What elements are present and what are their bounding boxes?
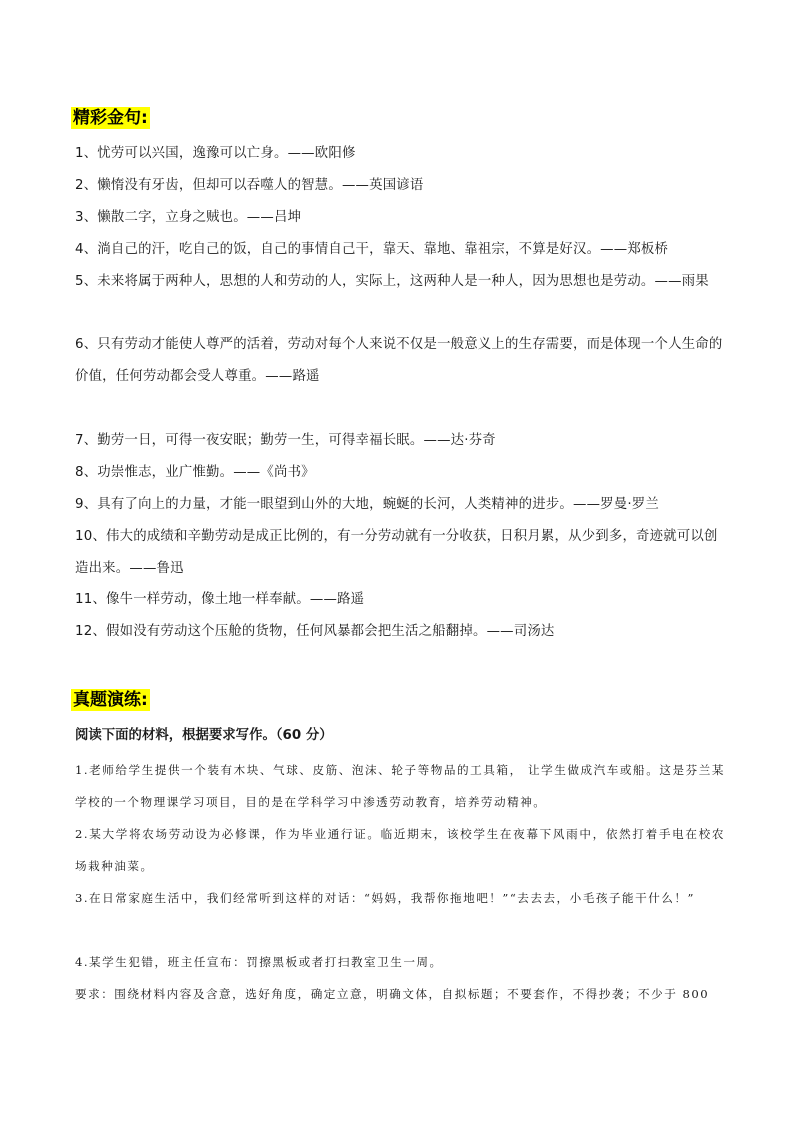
material-item: 4.某学生犯错，班主任宣布：罚擦黑板或者打扫教室卫生一周。 bbox=[75, 955, 443, 969]
quote-item: 9、具有了向上的力量，才能一眼望到山外的大地，蜿蜒的长河，人类精神的进步。——罗曼·罗兰 bbox=[75, 497, 659, 512]
material-item: 1.老师给学生提供一个装有木块、气球、皮筋、泡沫、轮子等物品的工具箱， 让学生做成汽车或船。这是芬兰某学校的一个物理课学习项目，目的是在学科学习中渗透劳动教育，培养劳动精神。 bbox=[75, 763, 725, 809]
quote-item: 1、忧劳可以兴国，逸豫可以亡身。——欧阳修 bbox=[75, 146, 356, 161]
quote-item: 11、像牛一样劳动，像土地一样奉献。——路遥 bbox=[75, 592, 365, 607]
quote-item: 8、功崇惟志，业广惟勤。——《尚书》 bbox=[75, 465, 315, 480]
quote-item: 12、假如没有劳动这个压舱的货物，任何风暴都会把生活之船翻掉。——司汤达 bbox=[75, 624, 555, 639]
section-title-quotes: 精彩金句: bbox=[73, 108, 148, 128]
quote-item: 3、懒散二字，立身之贼也。——吕坤 bbox=[75, 210, 302, 225]
quote-item: 6、只有劳动才能使人尊严的活着，劳动对每个人来说不仅是一般意义上的生存需要，而是体现一个人生命的价值，任何劳动都会受人尊重。——路遥 bbox=[75, 337, 723, 384]
quote-item: 5、未来将属于两种人，思想的人和劳动的人，实际上，这两种人是一种人，因为思想也是劳动。——雨果 bbox=[75, 274, 709, 289]
quote-item: 7、勤劳一日，可得一夜安眠；勤劳一生，可得幸福长眠。——达·芬奇 bbox=[75, 433, 496, 448]
writing-requirements: 要求：围绕材料内容及含意，选好角度，确定立意，明确文体，自拟标题；不要套作，不得抄袭；不少于 800 bbox=[75, 987, 710, 1001]
quote-item: 4、淌自己的汗，吃自己的饭，自己的事情自己干，靠天、靠地、靠祖宗，不算是好汉。——郑板桥 bbox=[75, 242, 669, 257]
material-item: 2.某大学将农场劳动设为必修课，作为毕业通行证。临近期末，该校学生在夜幕下风雨中，依然打着手电在校农场栽种油菜。 bbox=[75, 827, 725, 873]
quote-item: 10、伟大的成绩和辛勤劳动是成正比例的，有一分劳动就有一分收获，日积月累，从少到多，奇迹就可以创造出来。——鲁迅 bbox=[75, 529, 718, 576]
material-item: 3.在日常家庭生活中，我们经常听到这样的对话：“妈妈，我帮你拖地吧！”“去去去，小毛孩子能干什么！” bbox=[75, 891, 695, 905]
section-title-practice: 真题演练: bbox=[73, 690, 148, 710]
task-intro: 阅读下面的材料，根据要求写作。（60 分） bbox=[75, 728, 333, 743]
quote-item: 2、懒惰没有牙齿，但却可以吞噬人的智慧。——英国谚语 bbox=[75, 178, 424, 193]
